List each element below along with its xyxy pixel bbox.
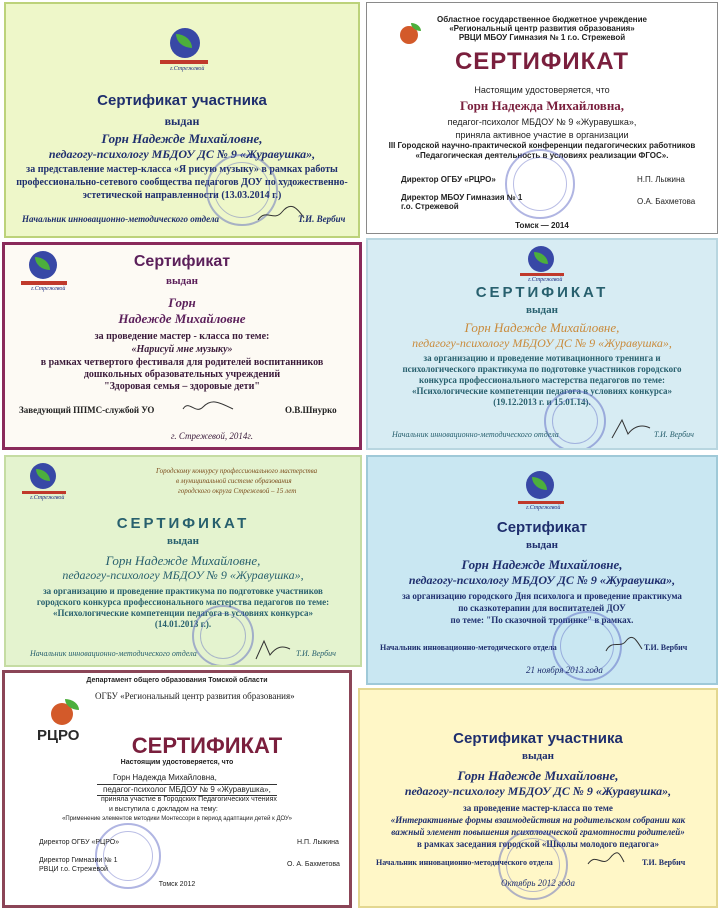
signer-role: Начальник инновационно-методического отдела bbox=[380, 643, 557, 652]
body-line-3: в рамках четвертого фестиваля для родителей воспитанников bbox=[40, 357, 324, 368]
logo-flag-icon bbox=[160, 60, 208, 64]
body-line-4: (14.01.2013 г.). bbox=[154, 619, 212, 629]
footer-place-date: Томск 2012 bbox=[158, 881, 196, 888]
recipient-position: педагог-психолог МБДОУ № 9 «Журавушка», bbox=[103, 785, 271, 794]
recipient-name: Горн Надежда Михайловна, bbox=[113, 773, 217, 782]
certificate-conference-2014 bbox=[366, 2, 718, 234]
body-line-1: за проведение мастер - класса по теме: bbox=[94, 331, 270, 342]
issued-label: выдан bbox=[526, 539, 558, 551]
recipient-position: педагогу-психологу МБДОУ № 9 «Журавушка», bbox=[62, 568, 304, 582]
footer-date: Октябрь 2012 года bbox=[501, 878, 575, 888]
logo-flag-icon bbox=[518, 501, 564, 504]
certificate-participant-2014 bbox=[4, 2, 360, 238]
recipient-position: педагогу-психологу МБДОУ ДС № 9 «Журавушка», bbox=[412, 336, 672, 350]
body-line-3: эстетической направленности (13.03.2014 г.) bbox=[82, 190, 282, 201]
certificate-title: Сертификат участника bbox=[97, 92, 267, 109]
signer-name: Т.И. Вербич bbox=[654, 430, 694, 439]
body-line-4: в рамках заседания городской «Школы молодого педагога» bbox=[417, 839, 659, 849]
org-line-2: «Региональный центр развития образования» bbox=[449, 24, 635, 33]
certificate-title: Сертификат bbox=[496, 519, 588, 536]
logo-flag-icon bbox=[520, 273, 564, 276]
body-line-1: за представление мастер-класса «Я рисую музыку» в рамках работы bbox=[26, 164, 338, 175]
department-line: Департамент общего образования Томской области bbox=[86, 677, 268, 684]
signer-role: Заведующий ППМС-службой УО bbox=[19, 405, 155, 415]
org-line: ОГБУ «Региональный центр развития образования» bbox=[95, 691, 295, 701]
seal-stamp bbox=[544, 390, 606, 450]
signer-role: Начальник инновационно-методического отдела bbox=[392, 430, 559, 439]
body-line-3: по теме: "По сказочной тропинке" в рамках. bbox=[450, 615, 634, 625]
certify-line: Настоящим удостоверяется, что bbox=[474, 85, 610, 95]
certificate-title: Сертификат участника bbox=[453, 730, 623, 747]
body-line-3: «Психологические компетенции педагога в условиях конкурса» bbox=[53, 608, 313, 618]
recipient-name: Горн Надежде Михайловне, bbox=[457, 768, 619, 783]
signature-mark bbox=[586, 850, 626, 870]
seal-stamp bbox=[192, 605, 254, 667]
certificate-title: СЕРТИФИКАТ bbox=[454, 48, 630, 75]
body-line-2: по сказкотерапии для воспитателей ДОУ bbox=[458, 603, 626, 613]
issued-label: выдан bbox=[167, 535, 199, 547]
logo-flag-icon bbox=[22, 491, 66, 494]
seal-stamp bbox=[505, 149, 575, 219]
signer-2-name: О.А. Бахметова bbox=[637, 197, 696, 206]
issued-label: выдан bbox=[164, 114, 200, 128]
issued-label: выдан bbox=[166, 275, 198, 287]
certificate-title: СЕРТИФИКАТ bbox=[131, 733, 283, 758]
signature-mark bbox=[604, 635, 644, 655]
body-line-1: за организацию городского Дня психолога и проведение практикума bbox=[402, 591, 682, 601]
certificate-psychologist-day-2013 bbox=[366, 455, 718, 685]
recipient-position: педагогу-психологу МБДОУ ДС № 9 «Журавушка», bbox=[404, 784, 672, 798]
header-line-2: в муниципальной системе образования bbox=[176, 477, 292, 485]
signature-mark bbox=[608, 416, 652, 442]
body-line-3: «Применение элементов методики Монтессори в период адаптации детей к ДОУ» bbox=[62, 816, 292, 822]
certificate-title: Сертификат bbox=[133, 253, 231, 270]
seal-stamp bbox=[95, 823, 161, 889]
education-logo bbox=[514, 471, 570, 515]
signer-2-role-line-2: г.о. Стрежевой bbox=[401, 202, 459, 211]
signature-mark bbox=[181, 397, 235, 417]
signer-2-role-line-2: РВЦИ г.о. Стрежевой bbox=[39, 866, 108, 873]
footer-place-date: г. Стрежевой, 2014г. bbox=[171, 431, 253, 441]
signer-name: О.В.Шнурко bbox=[285, 405, 337, 415]
education-logo bbox=[516, 246, 572, 286]
body-line-2: профессионально-сетевого сообщества педагогов ДОУ по художественно- bbox=[16, 177, 348, 188]
certificate-participant-2012 bbox=[358, 688, 718, 908]
footer-place-date: Томск — 2014 bbox=[515, 221, 569, 230]
signer-1-role: Директор ОГБУ «РЦРО» bbox=[401, 175, 496, 184]
recipient-surname: Горн bbox=[168, 295, 196, 310]
issued-label: выдан bbox=[522, 750, 554, 762]
org-line-1: Областное государственное бюджетное учреждение bbox=[437, 15, 647, 24]
header-line-3: городского округа Стрежевой – 15 лет bbox=[178, 487, 297, 495]
signer-1-role: Директор ОГБУ «РЦРО» bbox=[39, 839, 120, 846]
recipient-name: Горн Надежде Михайловне, bbox=[105, 553, 261, 568]
signature-mark bbox=[252, 637, 292, 663]
body-line-3: «Педагогическая деятельность в условиях реализации ФГОС». bbox=[415, 151, 669, 160]
body-line-2: «Нарисуй мне музыку» bbox=[131, 344, 233, 355]
body-line-2: «Интерактивные формы взаимодействия на родительском собрании как bbox=[390, 815, 686, 825]
logo-caption: г.Стрежевой bbox=[31, 286, 66, 292]
certificate-title: СЕРТИФИКАТ bbox=[116, 515, 250, 532]
recipient-name: Горн Надежде Михайловне, bbox=[461, 557, 623, 572]
signer-1-name: Н.П. Лыжина bbox=[637, 175, 685, 184]
signer-2-name: О. А. Бахметова bbox=[287, 861, 340, 868]
body-line-2: городского конкурса профессионального мастерства педагогов по теме: bbox=[36, 597, 330, 607]
body-line-2: III Городской научно-практической конференции педагогических работников bbox=[388, 141, 696, 150]
logo-caption: г.Стрежевой bbox=[526, 505, 561, 511]
signer-name: Т.И. Вербич bbox=[644, 643, 688, 652]
body-line-3: конкурса профессионального мастерства педагогов по теме: bbox=[419, 375, 665, 385]
recipient-name: Горн Надежде Михайловне, bbox=[464, 320, 620, 335]
signer-role: Начальник инновационно-методического отдела bbox=[30, 649, 197, 658]
signer-name: Т.И. Вербич bbox=[642, 858, 686, 867]
signer-1-name: Н.П. Лыжина bbox=[297, 839, 339, 846]
education-logo bbox=[18, 463, 74, 505]
recipient-position: педагогу-психологу МБДОУ ДС № 9 «Журавушка», bbox=[48, 147, 316, 161]
signer-role: Начальник инновационно-методического отдела bbox=[376, 858, 553, 867]
header-line-1: Городскому конкурсу профессионального мастерства bbox=[156, 467, 318, 475]
logo-caption: г.Стрежевой bbox=[170, 66, 205, 72]
body-line-1: за организацию и проведение мотивационного тренинга и bbox=[423, 353, 661, 363]
recipient-name: Горн Надежде Михайловне, bbox=[101, 131, 263, 146]
body-line-5: (19.12.2013 г. и 15.01.14). bbox=[493, 397, 591, 407]
body-line-2: и выступила с докладом на тему: bbox=[109, 806, 218, 813]
body-line-2: психологического практикума по подготовке участников городского bbox=[402, 364, 682, 374]
certificate-pedagogical-readings-2012 bbox=[2, 670, 352, 908]
signer-role: Начальник инновационно-методического отдела bbox=[22, 214, 220, 224]
signer-name: Т.И. Вербич bbox=[298, 214, 346, 224]
education-logo bbox=[156, 26, 212, 78]
certify-line: Настоящим удостоверяется, что bbox=[120, 759, 234, 766]
logo-caption: г.Стрежевой bbox=[528, 277, 563, 283]
body-line-1: за организацию и проведение практикума по подготовке участников bbox=[43, 586, 323, 596]
body-line-3: важный элемент повышения психологической грамотности родителей» bbox=[391, 827, 685, 837]
certificate-festival-2014 bbox=[2, 242, 362, 450]
body-line-4: дошкольных образовательных учреждений bbox=[83, 369, 281, 380]
body-line-1: за проведение мастер-класса по теме bbox=[463, 803, 613, 813]
logo-text: РЦРО bbox=[37, 727, 80, 744]
logo-caption: г.Стрежевой bbox=[30, 495, 65, 501]
recipient-name: Горн Надежда Михайловна, bbox=[459, 98, 625, 113]
body-line-4: «Психологические компетенции педагога в условиях конкурса» bbox=[412, 386, 672, 396]
signer-2-role: Директор Гимназии № 1 bbox=[39, 857, 118, 864]
footer-date: 21 ноября 2013 года bbox=[526, 665, 603, 675]
body-line-1: приняла участие в Городских Педагогических чтениях bbox=[101, 796, 277, 803]
certificate-title: СЕРТИФИКАТ bbox=[475, 284, 609, 301]
body-line-5: "Здоровая семья – здоровые дети" bbox=[104, 381, 260, 392]
recipient-name: Надежде Михайловне bbox=[118, 311, 246, 326]
body-line-1: приняла активное участие в организации bbox=[455, 130, 629, 140]
certificate-workshop-2013 bbox=[4, 455, 362, 667]
signer-2-role: Директор МБОУ Гимназия № 1 bbox=[401, 193, 523, 202]
recipient-position: педагогу-психологу МБДОУ ДС № 9 «Журавушка», bbox=[408, 573, 676, 587]
recipient-position: педагог-психолог МБДОУ № 9 «Журавушка», bbox=[447, 117, 637, 127]
issued-label: выдан bbox=[526, 304, 558, 316]
certificate-training-2013 bbox=[366, 238, 718, 450]
org-line-3: РВЦИ МБОУ Гимназия № 1 г.о. Стрежевой bbox=[458, 33, 626, 42]
signer-name: Т.И. Вербич bbox=[296, 649, 336, 658]
